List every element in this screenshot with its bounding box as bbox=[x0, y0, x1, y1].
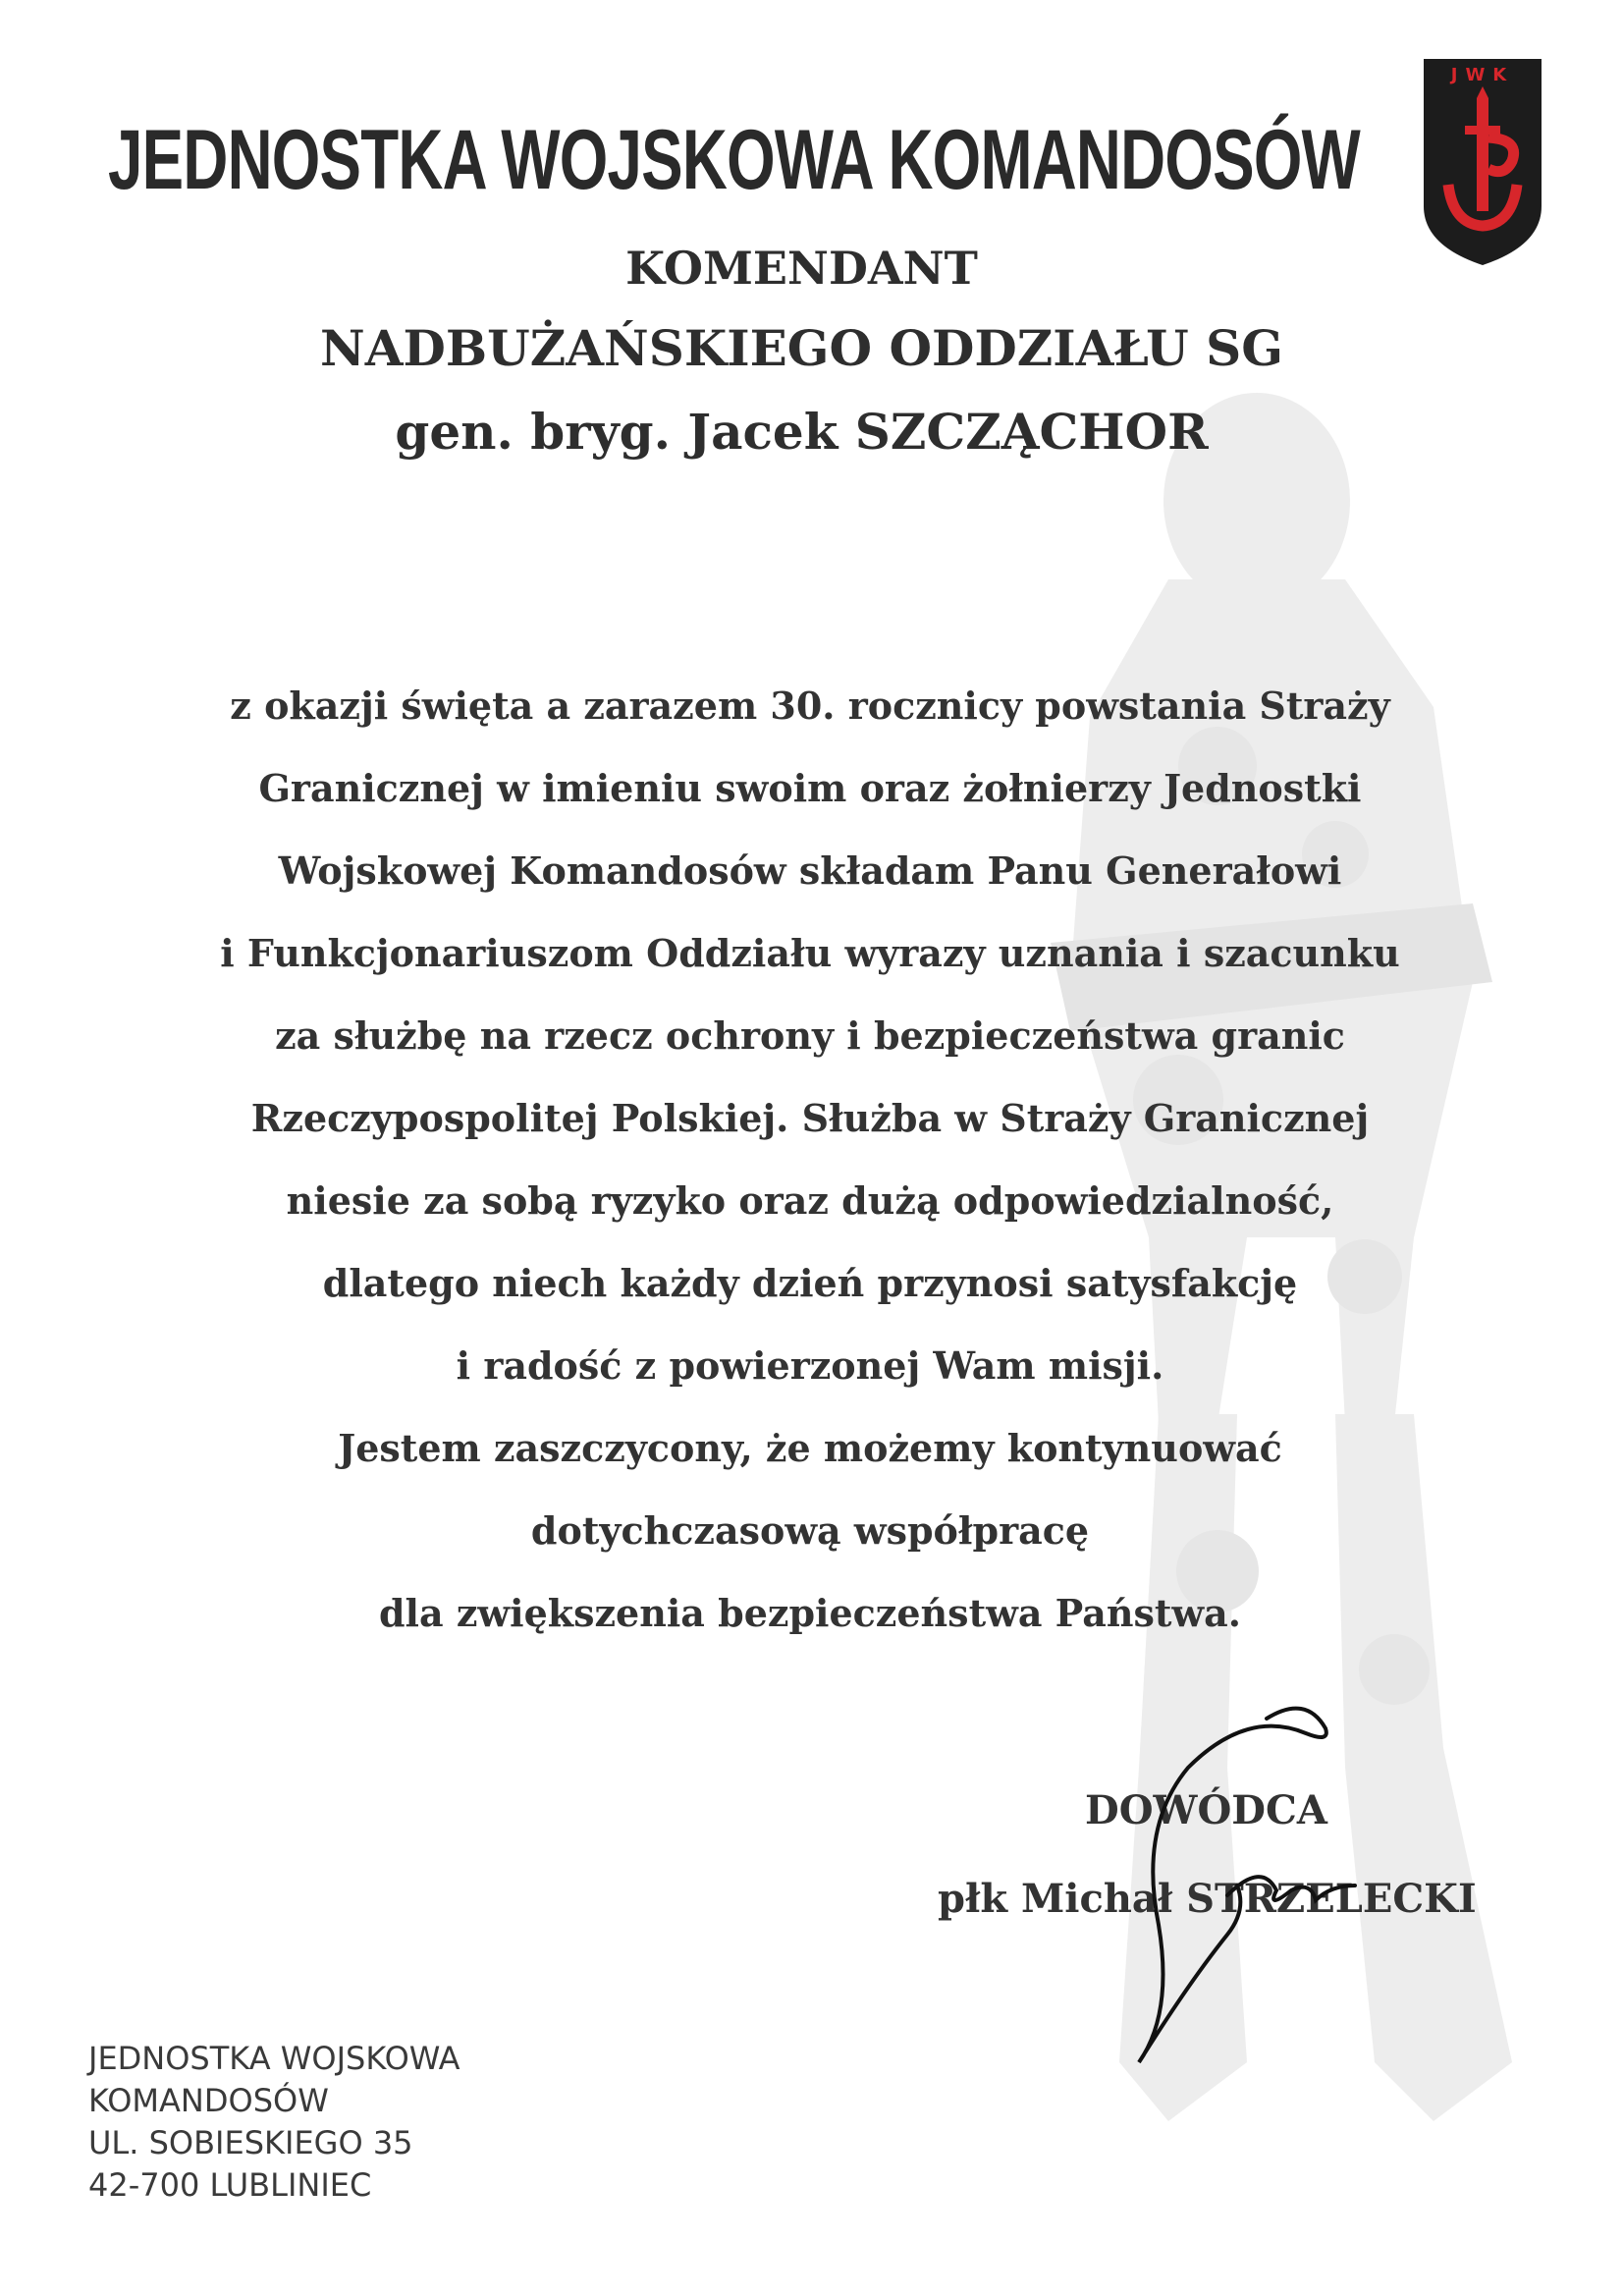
unit-title: JEDNOSTKA WOJSKOWA KOMANDOSÓW bbox=[108, 113, 1360, 207]
address-line: 42-700 LUBLINIEC bbox=[88, 2166, 372, 2204]
jwk-shield-logo bbox=[1414, 59, 1551, 265]
handwritten-signature bbox=[1080, 1689, 1453, 2082]
body-line: dotychczasową współpracę bbox=[530, 1508, 1090, 1553]
body-line: i Funkcjonariuszom Oddziału wyrazy uznania i szacunku bbox=[220, 931, 1400, 975]
address-line: JEDNOSTKA WOJSKOWA bbox=[88, 2040, 460, 2077]
recipient-position: KOMENDANT bbox=[625, 242, 978, 295]
body-line: za służbę na rzecz ochrony i bezpieczeństwa granic bbox=[275, 1013, 1345, 1058]
logo-lettering: JWK bbox=[1450, 65, 1515, 85]
sender-address bbox=[88, 2038, 460, 2207]
body-line: Granicznej w imieniu swoim oraz żołnierzy Jednostki bbox=[258, 766, 1362, 810]
address-line: UL. SOBIESKIEGO 35 bbox=[88, 2124, 413, 2161]
letter-body bbox=[157, 678, 1463, 1667]
body-line: Wojskowej Komandosów składam Panu Generałowi bbox=[278, 848, 1342, 893]
body-line: i radość z powierzonej Wam misji. bbox=[456, 1343, 1164, 1388]
signatory-name: płk Michał STRZELECKI bbox=[938, 1876, 1477, 1922]
body-line: dlatego niech każdy dzień przynosi satysfakcję bbox=[322, 1261, 1298, 1305]
recipient-name: gen. bryg. Jacek SZCZĄCHOR bbox=[395, 403, 1209, 461]
signatory-title: DOWÓDCA bbox=[1085, 1787, 1327, 1833]
body-line: z okazji święta a zarazem 30. rocznicy powstania Straży bbox=[230, 683, 1390, 728]
body-line: Jestem zaszczycony, że możemy kontynuować bbox=[338, 1426, 1282, 1470]
address-line: KOMANDOSÓW bbox=[88, 2082, 329, 2119]
body-line: Rzeczypospolitej Polskiej. Służba w Straży Granicznej bbox=[250, 1096, 1370, 1140]
body-line: niesie za sobą ryzyko oraz dużą odpowiedzialność, bbox=[286, 1178, 1334, 1223]
body-line: dla zwiększenia bezpieczeństwa Państwa. bbox=[378, 1591, 1241, 1635]
recipient-unit: NADBUŻAŃSKIEGO ODDZIAŁU SG bbox=[320, 319, 1283, 377]
